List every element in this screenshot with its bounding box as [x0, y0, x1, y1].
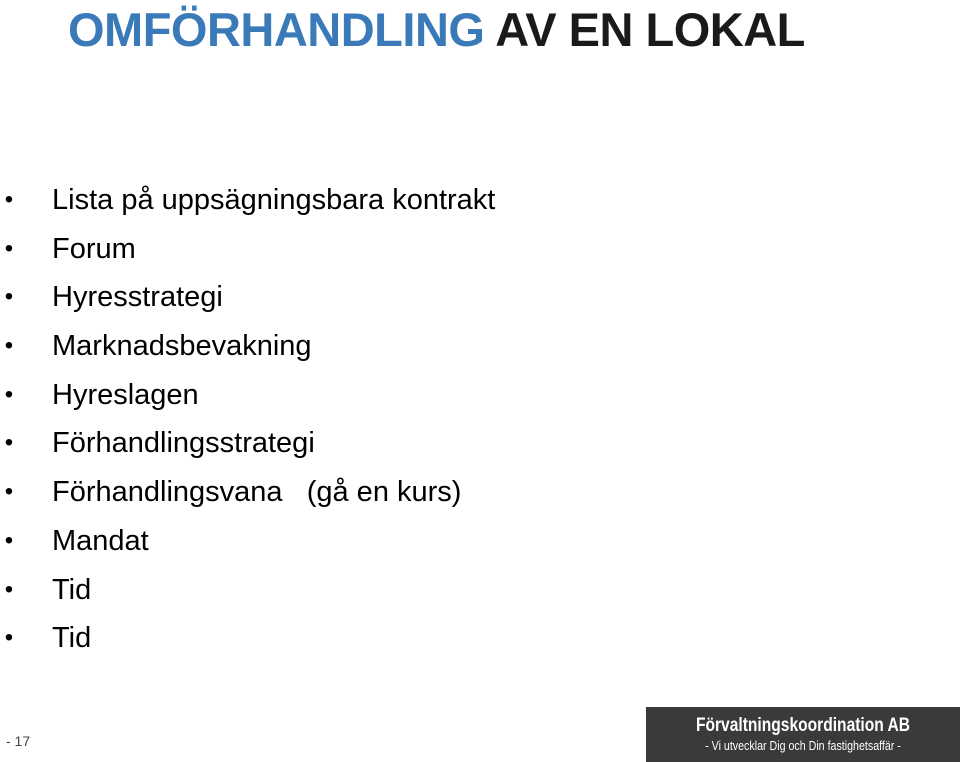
- bullet-icon: •: [4, 332, 14, 360]
- company-logo: [646, 707, 960, 762]
- list-item: [0, 176, 495, 225]
- list-item-text: Forum: [52, 232, 136, 265]
- title-accent: OMFÖRHANDLING: [68, 3, 485, 56]
- list-item: [0, 517, 495, 566]
- bullet-icon: •: [4, 575, 14, 603]
- list-item: [0, 419, 495, 468]
- list-item-text: Marknadsbevakning: [52, 330, 312, 363]
- list-item-text: Förhandlingsvana (gå en kurs): [52, 476, 462, 509]
- bullet-icon: •: [4, 283, 14, 311]
- company-tagline: - Vi utvecklar Dig och Din fastighetsaffär -: [705, 738, 901, 753]
- list-item: [0, 225, 495, 274]
- bullet-icon: •: [4, 429, 14, 457]
- list-item: [0, 371, 495, 420]
- title-rest: AV EN LOKAL: [484, 3, 805, 56]
- bullet-icon: •: [4, 624, 14, 652]
- list-item-text: Hyresstrategi: [52, 281, 223, 314]
- bullet-icon: •: [4, 380, 14, 408]
- list-item-text: Tid: [52, 622, 92, 655]
- list-item-text: Hyreslagen: [52, 378, 199, 411]
- list-item-text: Förhandlingsstrategi: [52, 427, 315, 460]
- bullet-icon: •: [4, 234, 14, 262]
- list-item: [0, 566, 495, 615]
- bullet-list: [0, 176, 495, 663]
- list-item-text: Mandat: [52, 524, 149, 557]
- list-item: [0, 273, 495, 322]
- slide-title: [68, 2, 805, 58]
- list-item: [0, 468, 495, 517]
- list-item: [0, 614, 495, 663]
- company-name: Förvaltningskoordination AB: [695, 715, 911, 736]
- bullet-icon: •: [4, 526, 14, 554]
- list-item: [0, 322, 495, 371]
- bullet-icon: •: [4, 186, 14, 213]
- list-item-text: Tid: [52, 573, 92, 606]
- list-item-text: Lista på uppsägningsbara kontrakt: [52, 184, 496, 216]
- bullet-icon: •: [4, 478, 14, 506]
- page-number: - 17: [6, 733, 31, 749]
